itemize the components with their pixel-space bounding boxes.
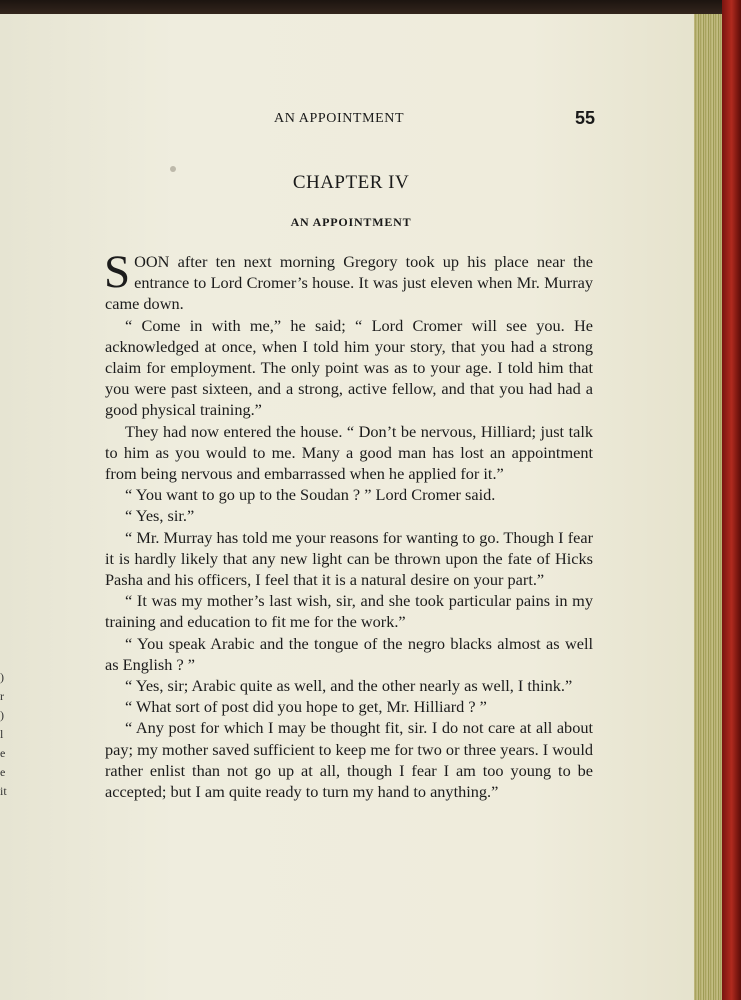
margin-mark: )	[0, 670, 4, 684]
book-cover-edge	[722, 0, 741, 1000]
running-head: AN APPOINTMENT	[274, 111, 405, 126]
paragraph: “ Come in with me,” he said; “ Lord Cromer will see you. He acknowledged at once, when I told him your story, that you had a strong claim for employment. The only point was as to your age. I told him that you were past sixteen, and a strong, active fellow, and that you had had a good physical training.”	[105, 315, 593, 420]
paragraph: “ You want to go up to the Soudan ? ” Lord Cromer said.	[125, 485, 496, 505]
drop-cap: S	[104, 246, 131, 298]
margin-mark: )	[0, 708, 4, 722]
facing-page-marks	[0, 668, 12, 801]
page-number: 55	[575, 108, 596, 128]
margin-mark: e	[0, 765, 6, 779]
chapter-body	[104, 246, 593, 802]
paragraph: “ Mr. Murray has told me your reasons for wanting to go. Though I fear it is hardly likely that any new light can be thrown upon the fate of Hicks Pasha and his officers, I feel that it is a natural desire on your part.”	[105, 527, 593, 590]
paragraph: “ Yes, sir; Arabic quite as well, and the other nearly as well, I think.”	[125, 676, 573, 696]
margin-mark: e	[0, 746, 6, 760]
paragraph: “ What sort of post did you hope to get, Mr. Hilliard ? ”	[125, 697, 487, 717]
paragraph	[104, 246, 593, 315]
paragraph-text: OON after ten next morning Gregory took up his place near the entrance to Lord Cromer’s house. It was just eleven when Mr. Murray came down.	[105, 252, 593, 314]
paragraph: “ Any post for which I may be thought fit, sir. I do not care at all about pay; my mother saved sufficient to keep me for two or three years. I would rather enlist than not go up at all, though I fear I am too young to be accepted; but I am quite ready to turn my hand to anything.”	[105, 718, 593, 802]
paragraph: “ You speak Arabic and the tongue of the negro blacks almost as well as English ? ”	[105, 633, 593, 674]
paragraph: “ It was my mother’s last wish, sir, and she took particular pains in my training and education to fit me for the work.”	[105, 591, 593, 632]
page-edges	[694, 14, 724, 1000]
chapter-subtitle: AN APPOINTMENT	[290, 215, 412, 229]
margin-mark: l	[0, 727, 4, 741]
margin-mark: r	[0, 689, 4, 703]
paragraph: “ Yes, sir.”	[125, 506, 195, 526]
margin-mark: it	[0, 784, 7, 798]
chapter-title: CHAPTER IV	[292, 172, 410, 193]
paragraph: They had now entered the house. “ Don’t be nervous, Hilliard; just talk to him as you would to me. Many a good man has lost an appointment from being nervous and embarrassed when he applied for it.”	[105, 421, 593, 484]
